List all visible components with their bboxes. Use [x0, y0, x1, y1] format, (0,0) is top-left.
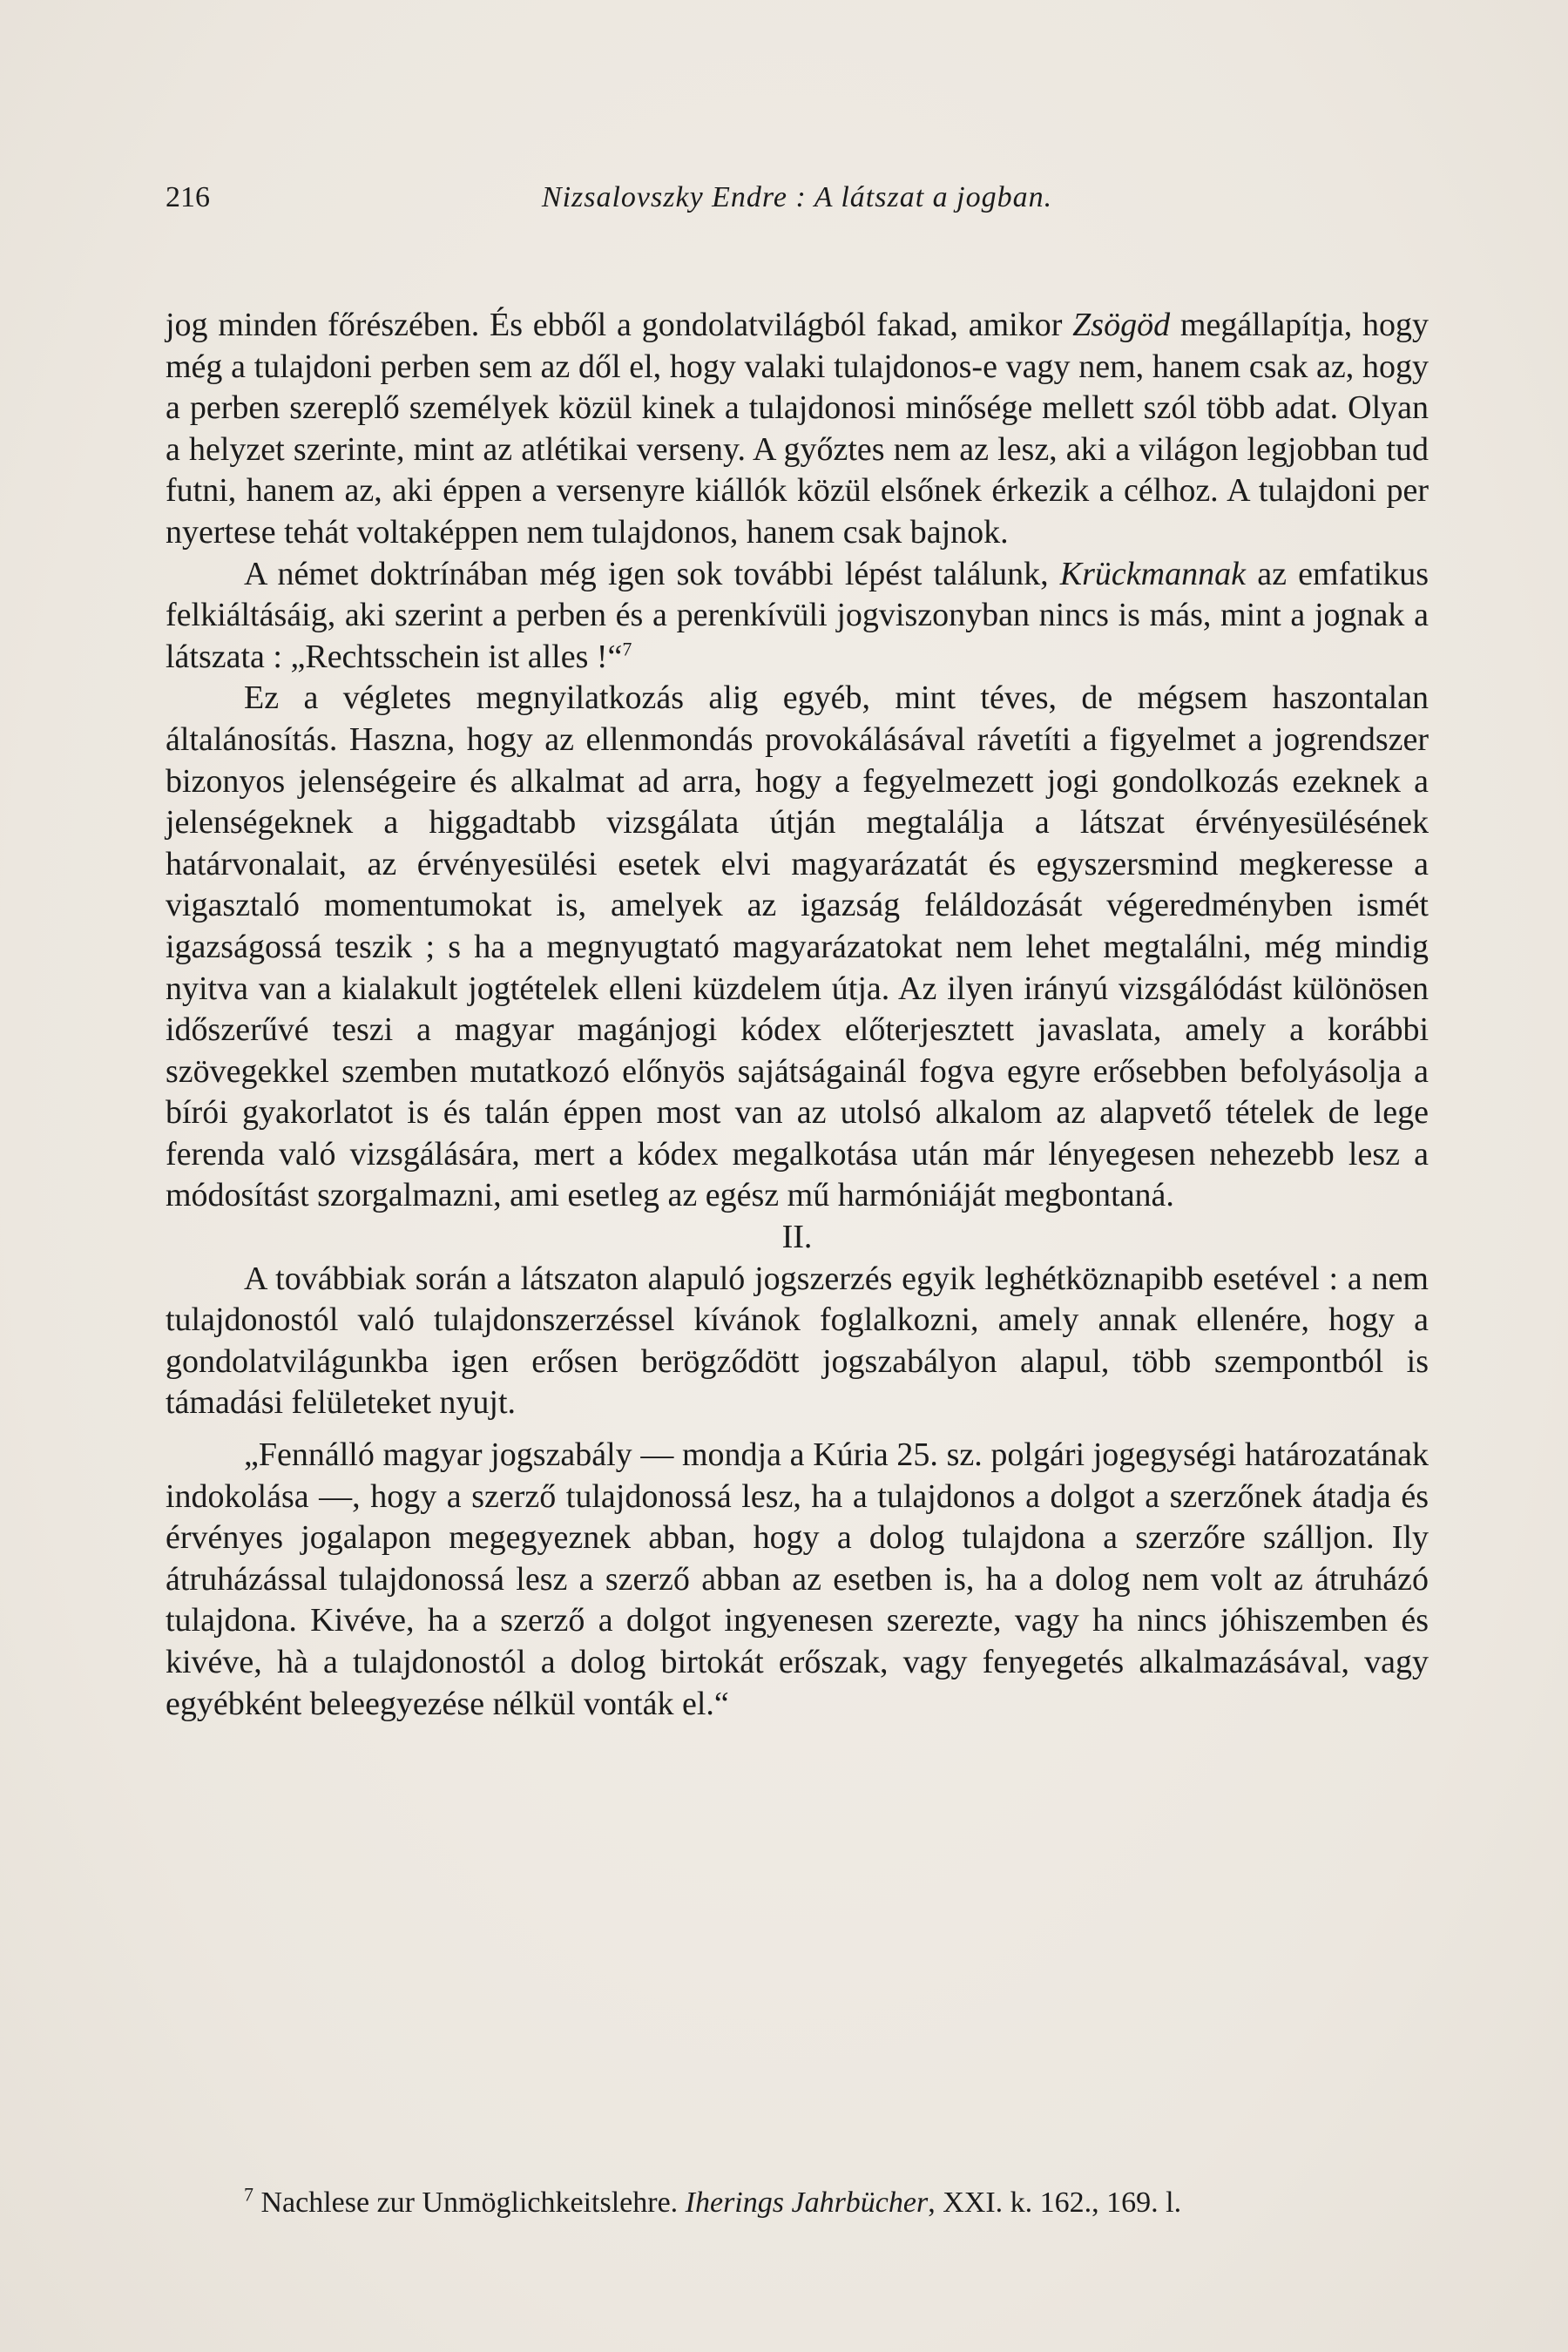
footnote-text-a: Nachlese zur Unmöglichkeitslehre.	[253, 2186, 686, 2219]
paragraph-5-quotation: „Fennálló magyar jogszabály — mondja a Kúria 25. sz. polgári jogegységi határozatának indokolása —, hogy a szerző tulajdonossá lesz, ha a tulajdonos a dolgot a szerzőnek átadja és érvényes jogalapon megegyeznek abban, hogy a dolog tulajdona a szerzőre szálljon. Ily átruházással tulajdonossá lesz a szerző abban az esetben is, ha a dolog nem volt az átruházó tulajdona. Kivéve, ha a szerző a dolgot ingyenesen szerezte, vagy ha nincs jóhiszemben és kivéve, hà a tulajdonostól a dolog birtokát erőszak, vagy fenyegetés alkalmazásával, vagy egyébként beleegyezése nélkül vonták el.“	[166, 1436, 1429, 1722]
footnote-text-b: , XXI. k. 162., 169. l.	[928, 2186, 1182, 2219]
paragraph-4: A továbbiak során a látszaton alapuló jogszerzés egyik leghétköznapibb esetével : a nem tulajdonostól való tulajdonszerzéssel kívánok foglalkozni, amely annak ellenére, hogy a gondolatvilágunkba igen erősen berögződött jogszabályon alapul, több szempontból is támadási felületeket nyujt.	[166, 1260, 1429, 1422]
footnote-source: Iherings Jahrbücher	[685, 2186, 929, 2219]
page-header	[166, 176, 1429, 220]
footnote-reference: 7	[622, 638, 632, 660]
paragraph-3-text: Ez a végletes megnyilatkozás alig egyéb, mint téves, de mégsem haszontalan általánosítás. Haszna, hogy az ellenmondás provokálásával rávetíti a figyelmet a jogrendszer bizonyos jelenségeire és alkalmat ad arra, hogy a fegyelmezett jogi gondolkozás ezeknek a jelenségeknek a higgadtabb vizsgálata útján megtalálja a látszat érvényesülésének határvonalait, az érvényesülési esetek elvi magyarázatát és egyszersmind megkeresse a vigasztaló momentumokat is, amelyek az igazság feláldozását végeredményben ismét igazságossá teszik ; s ha a megnyugtató magyarázatokat nem lehet megtalálni, még mindig nyitva van a kialakult jogtételek elleni küzdelem útja. Az ilyen irányú vizsgálódást különösen időszerűvé teszi a magyar magánjogi kódex előterjesztett javaslata, amely a korábbi szövegekkel szemben mutatkozó előnyös sajátságainál fogva egyre erősebben befolyásolja a bírói gyakorlatot is és talán éppen most van az utolsó alkalom az alapvető tételek de lege ferenda való vizsgálására, mert a kódex megalkotása után már lényegesen nehezebb lesz a módosítást szorgalmazni, ami esetleg az egész mű harmóniáját megbontaná.	[166, 679, 1429, 1214]
body-text	[166, 305, 1429, 1725]
paragraph-3	[166, 678, 1429, 1217]
paragraph-1-text-a: jog minden főrészében. És ebből a gondolatvilágból fakad, amikor	[166, 307, 1073, 343]
section-heading: II.	[781, 1219, 813, 1256]
running-title: Nizsalovszky Endre : A látszat a jogban.	[541, 181, 1053, 213]
footnote	[166, 2182, 1429, 2223]
author-zsogod: Zsögöd	[1072, 307, 1171, 343]
paragraph-2	[166, 554, 1429, 679]
paragraph-2-text-b: az emfatikus felkiáltásáig, aki szerint a perben és a perenkívüli jogviszonyban nincs is más, mint a jognak a látszata : „Rechtsschein ist alles !“	[166, 555, 1429, 675]
paragraph-1	[166, 305, 1429, 554]
paragraph-2-text-a: A német doktrínában még igen sok további lépést találunk,	[244, 555, 1060, 592]
footnote-mark: 7	[244, 2183, 253, 2206]
author-kruckmann: Krückmannak	[1059, 555, 1246, 592]
paragraph-1-text-b: megállapítja, hogy még a tulajdoni perben sem az dől el, hogy valaki tulajdonos-e vagy nem, hanem csak az, hogy a perben szereplő személyek közül kinek a tulajdonosi minősége mellett szól több adat. Olyan a helyzet szerinte, mint az atlétikai verseny. A győztes nem az lesz, aki a világon legjobban tud futni, hanem az, aki éppen a versenyre kiállók közül elsőnek érkezik a célhoz. A tulajdoni per nyertese tehát voltaképpen nem tulajdonos, hanem csak bajnok.	[166, 307, 1429, 551]
page-number: 216	[166, 181, 210, 213]
